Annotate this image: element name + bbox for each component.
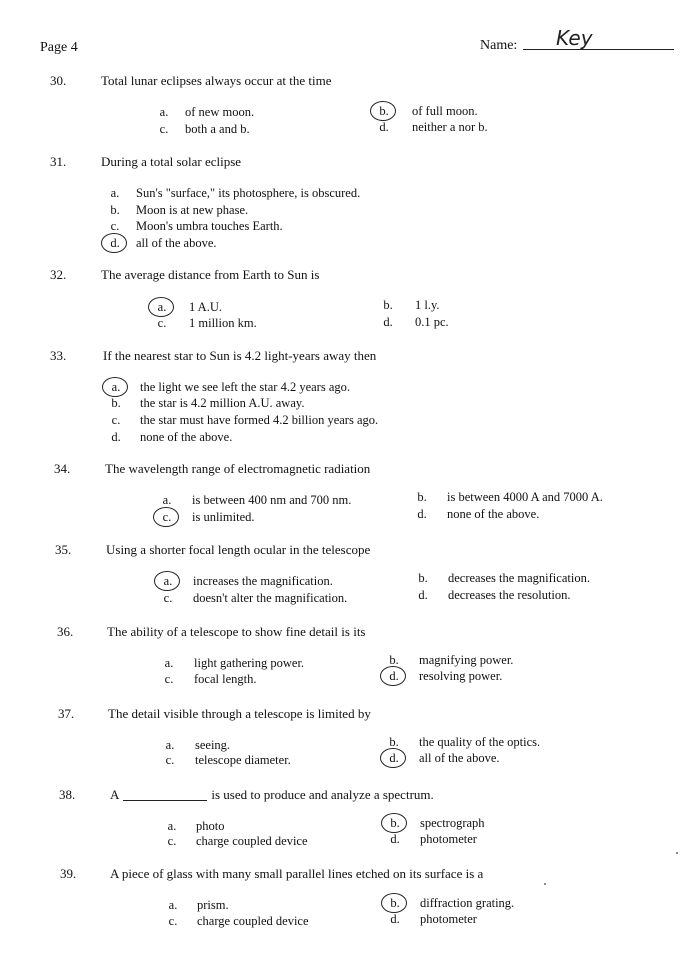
question-number: 39. [60, 866, 77, 881]
name-label: Name: [480, 38, 518, 53]
question-text: If the nearest star to Sun is 4.2 light-years away then [103, 348, 377, 363]
question-number: 32. [50, 267, 67, 282]
question-text: During a total solar eclipse [101, 154, 242, 169]
question-text-fill-in: A is used to produce and analyze a spectrum. [110, 787, 434, 802]
question-text: The ability of a telescope to show fine detail is its [107, 624, 366, 639]
answer-key-page: Page 4 Name: Key 30. Total lunar eclipses always occur at the time a. of new moon. b. of full moon. c. both a and b. d. neither a nor b. 31. During a total solar eclipse a. Sun's "surface," its photosphere, is obscured. b. Moon is at new phase. c. Moon's umbra touches Earth. d. all of the above. 32. The average distance from Earth to Sun is a. 1 A.U. b. 1 l.y. c. 1 million km. d. 0.1 pc. 33. If the nearest star to Sun is 4.2 light-years away then a. the light we see left the star 4.2 years ago. b. the star is 4.2 million A.U. away. c. the star must have formed 4.2 billion years ago. d. none of the above. 34. The wavelength range of electromagnetic radiation a. is between 400 nm and 700 nm. b. is between 4000 A and 7000 A. c. is unlimited. d. none of the above. 35. Using a shorter focal length ocular in the telescope a. increases the magnification. b. decreases the magnification. c. doesn't alter the magnification. d. decreases the resolution. 36. The ability of a telescope to show fine detail is its a. light gathering power. b. magnifying power. c. focal length. d. resolving power. 37. The detail visible through a telescope is limited by a. seeing. b. the quality of the optics. c. telescope diameter. d. all of the above. 38. A is used to produce and analyze a spectrum. a. photo b. spectrograph c. charge coupled device d. photometer 39. A piece of glass with many small parallel lines etched on its surface is a a. prism. b. diffraction grating. c. charge coupled device d. photometer [0, 0, 700, 972]
question-number: 30. [50, 73, 67, 88]
question-number: 36. [57, 624, 74, 639]
question-text: A piece of glass with many small parallel lines etched on its surface is a [110, 866, 484, 881]
question-number: 33. [50, 348, 67, 363]
question-text: The detail visible through a telescope is limited by [108, 706, 371, 721]
scan-speck [676, 852, 678, 854]
answer-blank [123, 800, 207, 801]
question-text: Using a shorter focal length ocular in the telescope [106, 542, 371, 557]
scan-speck [544, 883, 546, 885]
name-line [523, 49, 674, 50]
question-number: 38. [59, 787, 76, 802]
question-number: 34. [54, 461, 71, 476]
question-text: The average distance from Earth to Sun is [101, 267, 320, 282]
question-number: 37. [58, 706, 75, 721]
page-number: Page 4 [40, 40, 78, 55]
question-number: 35. [55, 542, 72, 557]
question-text: The wavelength range of electromagnetic radiation [105, 461, 371, 476]
name-value-handwritten: Key [556, 26, 593, 50]
question-text: Total lunar eclipses always occur at the time [101, 73, 332, 88]
question-number: 31. [50, 154, 67, 169]
